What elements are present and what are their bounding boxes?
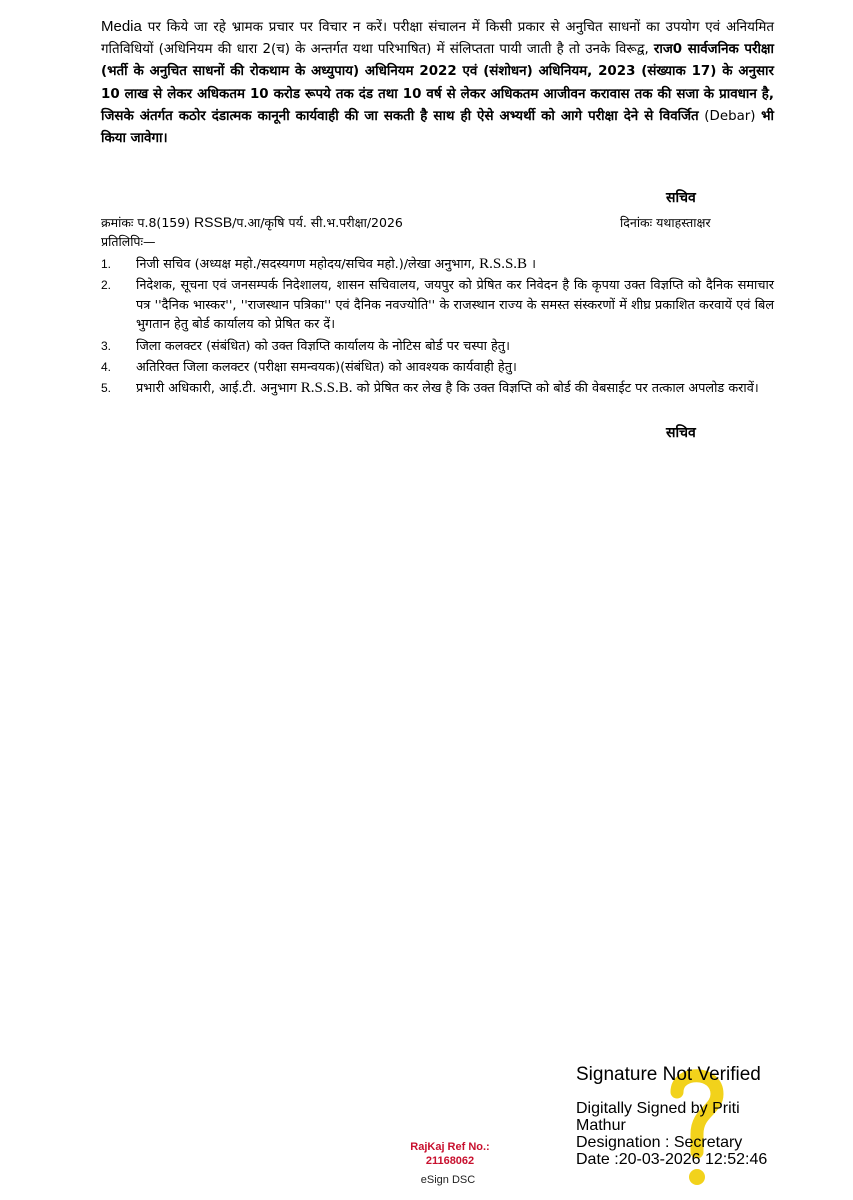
list-item-number: 2.: [101, 278, 112, 293]
copy-list: [101, 255, 774, 401]
reference-number: [101, 214, 403, 231]
copy-to-label: प्रतिलिपिः—: [101, 234, 156, 249]
list-item-end: ।: [527, 257, 536, 272]
list-item-number: 1.: [101, 257, 112, 271]
list-item: [101, 276, 774, 334]
list-item-text: निदेशक, सूचना एवं जनसम्पर्क निदेशालय, शासन सचिवालय, जयपुर को प्रेषित कर निवेदन है कि कृपया उक्त विज्ञप्ति को दैनिक समाचार पत्र ''दैनिक भास्कर'', ''राजस्थान पत्रिका'' एवं दैनिक नवज्योति'' के राजस्थान राज्य के समस्त संस्करणों में शीघ्र प्रकाशित करवायें एवं बिल भुगतान हेतु बोर्ड कार्यालय को प्रेषित कर दें।: [136, 278, 774, 333]
signature-date: Date :20-03-2026 12:52:46: [576, 1151, 768, 1168]
list-item-text: प्रभारी अधिकारी, आई.टी. अनुभाग: [136, 381, 301, 397]
media-word: Media: [101, 18, 142, 35]
list-item-text: जिला कलक्टर (संबंधित) को उक्त विज्ञप्ति कार्यालय के नोटिस बोर्ड पर चस्पा हेतु।: [136, 338, 510, 354]
list-item-text: निजी सचिव (अध्यक्ष महो./सदस्यगण महोदय/सचिव महो.)/लेखा अनुभाग,: [136, 257, 480, 272]
notice-text: पर किये जा रहे भ्रामक प्रचार पर विचार न करें। परीक्षा संचालन में किसी प्रकार से अनुचित साधनों का उपयोग एवं अनियमित गतिविधियों (अधिनियम की धारा 2(च) के अन्तर्गत यथा परिभाषित) में संलिप्तता पायी जाती है तो उनके विरूद्व,: [101, 20, 774, 58]
signed-by-line1: Digitally Signed by Priti: [576, 1100, 740, 1117]
signatory-title-top: सचिव: [666, 190, 696, 206]
date-label: दिनांकः यथाहस्ताक्षर: [620, 215, 711, 230]
list-item-text: अतिरिक्त जिला कलक्टर (परीक्षा समन्वयक)(संबंधित) को आवश्यक कार्यवाही हेतु।: [136, 360, 517, 376]
signed-by-line2: Mathur: [576, 1117, 626, 1134]
notice-paragraph: [101, 16, 774, 150]
list-item-number: 3.: [101, 338, 112, 353]
reference-prefix: क्रमांकः प.8(159): [101, 215, 195, 230]
list-item: [101, 337, 774, 356]
list-item-abbr: R.S.S.B: [479, 256, 528, 272]
rajkaj-label: RajKaj Ref No.:: [410, 1141, 490, 1153]
rajkaj-number: 21168062: [425, 1155, 475, 1167]
list-item: [101, 379, 774, 398]
esign-dsc-label: eSign DSC: [420, 1174, 476, 1186]
digital-signature-block: [567, 1062, 807, 1192]
list-item-number: 4.: [101, 360, 112, 375]
debar-text: (Debar): [698, 108, 762, 124]
notice-bold-end: भी किया जावेगा।: [101, 108, 774, 147]
list-item: [101, 358, 774, 377]
reference-org: RSSB: [194, 214, 233, 230]
notice-bold-text: राज0 सार्वजनिक परीक्षा (भर्ती के अनुचित साधनों की रोकथाम के अध्युपाय) अधिनियम 2022 एवं (संशोधन) अधिनियम, 2023 (संख्याक 17) के अनुसार 10 लाख से लेकर अधिकतम 10 करोड रूपये तक दंड तथा 10 वर्ष से लेकर अधिकतम आजीवन करावास तक की सजा के प्रावधान है, जिसके अंतर्गत कठोर दंडात्मक कानूनी कार्यवाही की जा सकती है साथ ही ऐसे अभ्यर्थी को आगे परीक्षा देने से विवर्जित: [101, 42, 774, 124]
designation: Designation : Secretary: [576, 1134, 743, 1151]
rajkaj-reference: [400, 1140, 500, 1168]
signatory-title-bottom: सचिव: [666, 425, 696, 441]
list-item-abbr: R.S.S.B.: [300, 380, 353, 397]
list-item-end: को प्रेषित कर लेख है कि उक्त विज्ञप्ति को बोर्ड की वेबसाईट पर तत्काल अपलोड करावें।: [352, 381, 759, 397]
signature-status: Signature Not Verified: [576, 1064, 761, 1085]
reference-suffix: /प.आ/कृषि पर्य. सी.भ.परीक्षा/2026: [232, 215, 403, 230]
list-item-number: 5.: [101, 381, 112, 396]
list-item: [101, 255, 774, 274]
